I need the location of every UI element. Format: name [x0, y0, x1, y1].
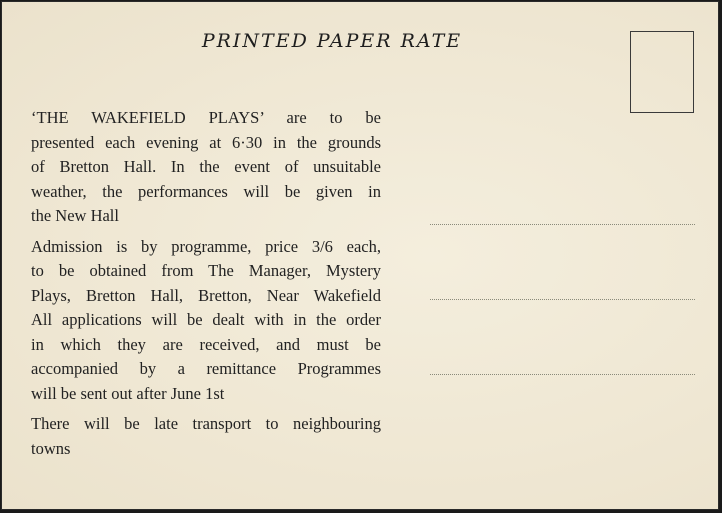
- text-line: will be sent out after June 1st: [31, 383, 225, 403]
- text-line: accompanied by a remittance Programmes: [31, 359, 381, 378]
- text-line: presented each evening at 6·30 in the grounds: [31, 132, 381, 152]
- paragraph-admission-info: [31, 235, 381, 407]
- address-line-3: [430, 374, 695, 375]
- text-line: the New Hall: [31, 206, 119, 225]
- text-line: of Bretton Hall. In the event of unsuitable: [31, 157, 381, 176]
- address-line-2: [430, 299, 695, 300]
- text-line: in which they are received, and must be: [31, 334, 381, 354]
- text-line: Plays, Bretton Hall, Bretton, Near Wakefield: [31, 285, 381, 305]
- text-line: All applications will be dealt with in the order: [31, 310, 381, 329]
- text-line: ‘THE WAKEFIELD PLAYS’ are to be: [31, 108, 381, 127]
- text-line: weather, the performances will be given in: [31, 181, 381, 201]
- text-line: Admission is by programme, price 3/6 each,: [31, 236, 381, 256]
- stamp-box: [630, 31, 694, 113]
- text-line: to be obtained from The Manager, Mystery: [31, 261, 381, 280]
- message-text: [31, 106, 381, 467]
- postcard: [1, 1, 719, 510]
- address-line-1: [430, 224, 695, 225]
- paragraph-performance-info: [31, 106, 381, 229]
- postage-rate-heading: PRINTED PAPER RATE: [201, 30, 463, 52]
- text-line: There will be late transport to neighbouring: [31, 414, 381, 433]
- paragraph-transport-info: [31, 412, 381, 461]
- text-line: towns: [31, 438, 71, 458]
